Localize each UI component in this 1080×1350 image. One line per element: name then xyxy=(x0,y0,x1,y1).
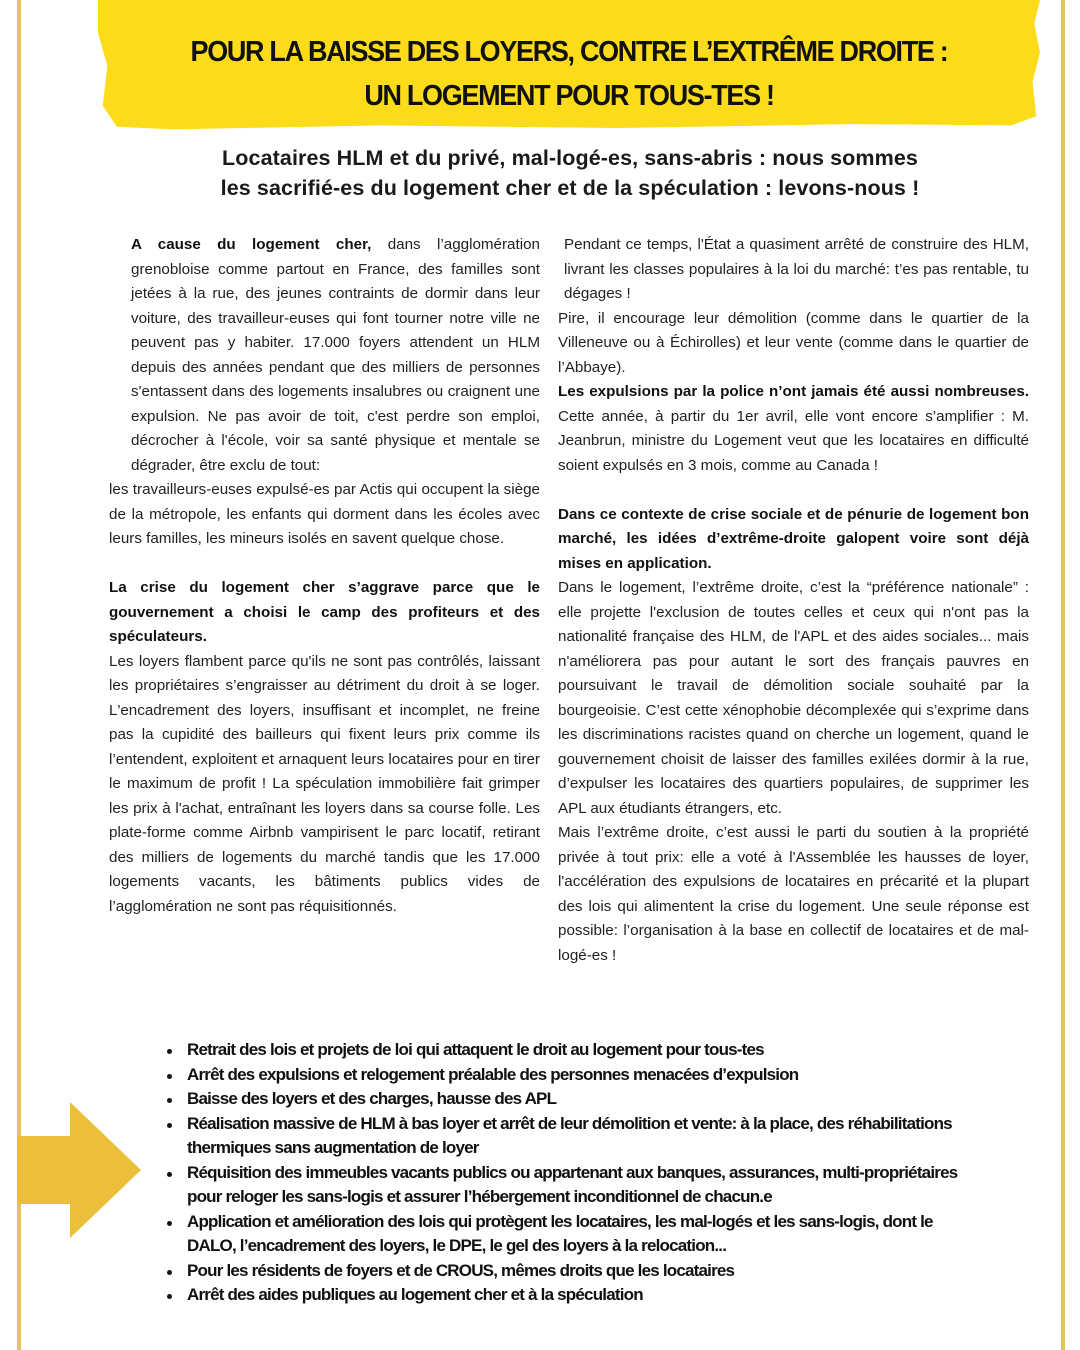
demand-item: Retrait des lois et projets de loi qui attaquent le droit au logement pour tous-tes xyxy=(162,1038,982,1063)
crisis-heading-text: La crise du logement cher s’aggrave parce que le gouvernement a choisi le camp des profiteurs et des spéculateurs. xyxy=(109,579,540,645)
rents-paragraph: Les loyers flambent parce qu'ils ne sont pas contrôlés, laissant les propriétaires s’engraisser au détriment du droit à se loger. L'encadrement des loyers, insuffisant et incomplet, ne freine pas la cupidité des bailleurs qui fixent leurs prix comme ils l’entendent, exploitent et arnaquent leurs locataires pour en tirer le maximum de profit ! La spéculation immobilière fait grimper les prix à l'achat, entraînant les loyers dans sa course folle. Les plate-forme comme Airbnb vampirisent le parc locatif, retirant des milliers de logements du marché tandis que les 17.000 logements vacants, les bâtiments publics vides de l’agglomération ne sont pas réquisitionnés. xyxy=(109,652,540,915)
demand-item: Réalisation massive de HLM à bas loyer et arrêt de leur démolition et vente: à la place, des réhabilitations thermiques sans augmentation de loyer xyxy=(162,1112,982,1161)
expulsions-text: Cette année, à partir du 1er avril, elle vont encore s’amplifier : M. Jeanbrun, ministre du Logement veut que les locataires en difficulté soient expulsés en 3 mois, comme au Canada ! xyxy=(558,407,1029,474)
subtitle xyxy=(100,143,1040,203)
far-right-heading xyxy=(558,503,1029,577)
subtitle-line-2: les sacrifié-es du logement cher et de la spéculation : levons-nous ! xyxy=(220,176,920,200)
right-arrow-icon xyxy=(17,1102,141,1238)
intro-paragraph xyxy=(109,233,540,478)
far-right-heading-text: Dans ce contexte de crise sociale et de pénurie de logement bon marché, les idées d’extrême-droite galopent voire sont déjà mises en application. xyxy=(558,505,1029,572)
demand-item: Application et amélioration des lois qui protègent les locataires, les mal-logés et les sans-logis, dont le DALO, l’encadrement des loyers, le DPE, le gel des loyers à la relocation... xyxy=(162,1210,982,1259)
demands-list xyxy=(162,1038,982,1308)
demolition-paragraph: Pire, il encourage leur démolition (comme dans le quartier de la Villeneuve ou à Échirolles) et leur vente (comme dans le quartier de l’Abbaye). xyxy=(558,309,1029,376)
intro-lead: A cause du logement cher, xyxy=(131,236,372,253)
demand-item: Pour les résidents de foyers et de CROUS, mêmes droits que les locataires xyxy=(162,1259,982,1284)
title-line-2: UN LOGEMENT POUR TOUS-TES ! xyxy=(364,80,774,112)
crisis-heading xyxy=(109,576,540,650)
conclusion-paragraph: Mais l’extrême droite, c’est aussi le parti du soutien à la propriété privée à tout prix: elle a voté à l'Assemblée les hausses de loyer, l'accélération des expulsions de locataires en précarité et la plupart des lois qui alimentent la crise du logement. Une seule réponse est possible: l’organisation à la base en collectif de locataires et de mal-logé-es ! xyxy=(558,824,1029,964)
page-title xyxy=(131,30,1007,118)
title-line-1: POUR LA BAISSE DES LOYERS, CONTRE L’EXTRÊME DROITE : xyxy=(190,36,948,68)
examples-paragraph: les travailleurs-euses expulsé-es par Actis qui occupent la siège de la métropole, les enfants qui dorment dans les écoles avec leurs familles, les mineurs isolés en savent quelque chose. xyxy=(109,481,540,547)
right-column xyxy=(558,233,1029,968)
demand-item: Arrêt des expulsions et relogement préalable des personnes menacées d’expulsion xyxy=(162,1063,982,1088)
left-column xyxy=(109,233,540,919)
expulsions-paragraph xyxy=(558,380,1029,478)
expulsions-lead: Les expulsions par la police n’ont jamais été aussi nombreuses. xyxy=(558,383,1029,400)
demand-item: Arrêt des aides publiques au logement cher et à la spéculation xyxy=(162,1283,982,1308)
demand-item: Réquisition des immeubles vacants publics ou appartenant aux banques, assurances, multi-propriétaires pour reloger les sans-logis et assurer l’hébergement inconditionnel de chacun.e xyxy=(162,1161,982,1210)
subtitle-line-1: Locataires HLM et du privé, mal-logé-es, sans-abris : nous sommes xyxy=(222,146,918,170)
preference-paragraph: Dans le logement, l’extrême droite, c’est la “préférence nationale” : elle projette l'exclusion de toutes celles et ceux qui n'ont pas la nationalité française des HLM, de l'APL et des aides sociales... mais n'améliorera pas pour autant le sort des français pauvres en poursuivant le travail de démolition sociale souhaité par la bourgeoisie. C’est cette xénophobie décomplexée qui s’exprime dans les discriminations racistes quand on cherche un logement, quand le gouvernement choisit de laisser des familles exilées dormir à la rue, d’expulser les locataires des quartiers populaires, de supprimer les APL aux étudiants étrangers, etc. xyxy=(558,579,1029,817)
demand-item: Baisse des loyers et des charges, hausse des APL xyxy=(162,1087,982,1112)
intro-text: dans l’agglomération grenobloise comme partout en France, des familles sont jetées à la rue, des jeunes contraints de dormir dans leur voiture, des travailleur-euses qui font tourner notre ville ne peuvent pas y habiter. 17.000 foyers attendent un HLM depuis des années pendant que des milliers de personnes s'entassent dans des logements insalubres ou craignent une expulsion. Ne pas avoir de toit, c'est perdre son emploi, décrocher à l'école, voir sa santé physique et mentale se dégrader, être exclu de tout: xyxy=(131,236,540,474)
page-border-right xyxy=(1061,0,1065,1350)
state-paragraph: Pendant ce temps, l'État a quasiment arrêté de construire des HLM, livrant les classes populaires à la loi du marché: t’es pas rentable, tu dégages ! xyxy=(564,236,1029,302)
